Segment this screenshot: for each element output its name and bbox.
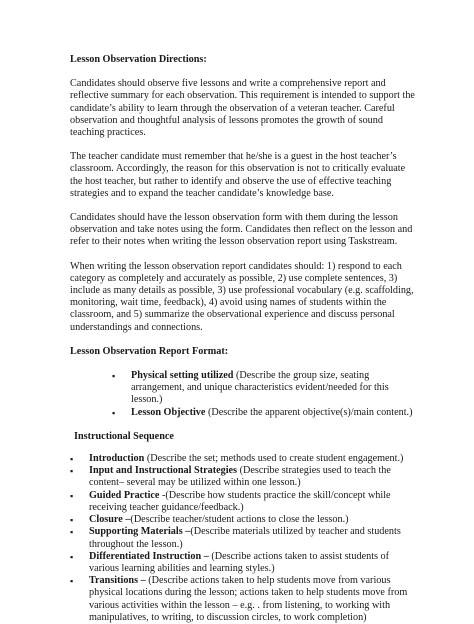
list-item xyxy=(70,526,415,550)
item-description: (Describe the apparent objective(s)/main content.) xyxy=(205,406,413,418)
bullet-icon: ▪ xyxy=(70,576,74,587)
report-format-list xyxy=(112,370,415,419)
list-item xyxy=(112,370,415,407)
list-item xyxy=(70,551,415,575)
item-term: Physical setting utilized xyxy=(131,370,234,382)
instructional-sequence-list xyxy=(70,453,415,624)
item-description: (Describe materials utilized by teacher and students throughout the lesson.) xyxy=(89,526,401,550)
directions-paragraph: Candidates should observe five lessons and write a comprehensive report and reflective summary for each observation. This requirement is intended to support the candidate’s ability to learn through the observation of a veteran teacher. Careful observation and thoughtful analysis of lessons promotes the growth of sound teaching practices. xyxy=(70,78,415,139)
item-term: Supporting Materials – xyxy=(89,526,191,538)
directions-paragraph: Candidates should have the lesson observation form with them during the lesson observation and take notes using the form. Candidates then reflect on the lesson and refer to their notes when writing the lesson observation report using Taskstream. xyxy=(70,212,413,248)
bullet-icon: ▪ xyxy=(70,454,74,465)
list-item xyxy=(70,465,415,489)
bullet-icon: ▪ xyxy=(70,527,74,538)
item-term: Transitions – xyxy=(89,575,146,587)
directions-paragraph: When writing the lesson observation report candidates should: 1) respond to each category as completely and accurately as possible, 2) use complete sentences, 3) include as many details as possible, 3) use professional vocabulary (e.g. scaffolding, monitoring, wait time, feedback), 4) avoid using names of students within the classroom, and 5) summarize the observational experience and discuss personal understandings and connections. xyxy=(70,260,414,333)
list-item xyxy=(70,453,415,465)
list-item xyxy=(70,575,415,624)
item-description: -(Describe how students practice the skill/concept while receiving teacher guidance/feedback.) xyxy=(89,489,391,513)
directions-paragraph: The teacher candidate must remember that he/she is a guest in the host teacher’s classroom. Accordingly, the reason for this observation is not to critically evaluate the host teacher, but rather to identify and observe the use of effective teaching strategies and to expand the teacher candidate’s knowledge base. xyxy=(70,151,406,199)
bullet-icon: ▪ xyxy=(70,515,74,526)
instructional-sequence-heading: Instructional Sequence xyxy=(74,430,174,442)
list-item xyxy=(112,407,415,419)
item-description: (Describe actions taken to assist students of various learning abilities and learning styles.) xyxy=(89,550,390,574)
item-term: Input and Instructional Strategies xyxy=(89,465,238,477)
bullet-icon: ▪ xyxy=(70,466,74,477)
bullet-icon: ▪ xyxy=(112,407,116,418)
document-content xyxy=(70,54,415,624)
item-description: (Describe strategies used to teach the content– several may be utilized within one lesson.) xyxy=(89,465,391,489)
bullet-icon: ▪ xyxy=(70,490,74,501)
bullet-icon: ▪ xyxy=(70,551,74,562)
item-description: (Describe the group size, seating arrangement, and unique characteristics evident/needed for this lesson.) xyxy=(131,370,389,406)
report-format-heading: Lesson Observation Report Format: xyxy=(70,345,229,357)
item-description: (Describe actions taken to help students move from various physical locations during the lesson; actions taken to help students move from various activities within the lesson – e.g. . from listening, to working with manipulatives, to writing, to discussion circles, to work completion) xyxy=(89,575,408,623)
directions-heading: Lesson Observation Directions: xyxy=(70,54,207,65)
item-term: Differentiated Instruction – xyxy=(89,550,209,562)
item-term: Guided Practice xyxy=(89,489,160,501)
list-item xyxy=(70,514,415,526)
list-item xyxy=(70,490,415,514)
item-term: Introduction xyxy=(89,453,145,465)
item-term: Closure – xyxy=(89,514,131,526)
bullet-icon: ▪ xyxy=(112,371,116,382)
item-description: (Describe teacher/student actions to close the lesson.) xyxy=(130,514,349,526)
item-term: Lesson Objective xyxy=(131,406,206,418)
item-description: (Describe the set; methods used to create student engagement.) xyxy=(144,453,404,465)
